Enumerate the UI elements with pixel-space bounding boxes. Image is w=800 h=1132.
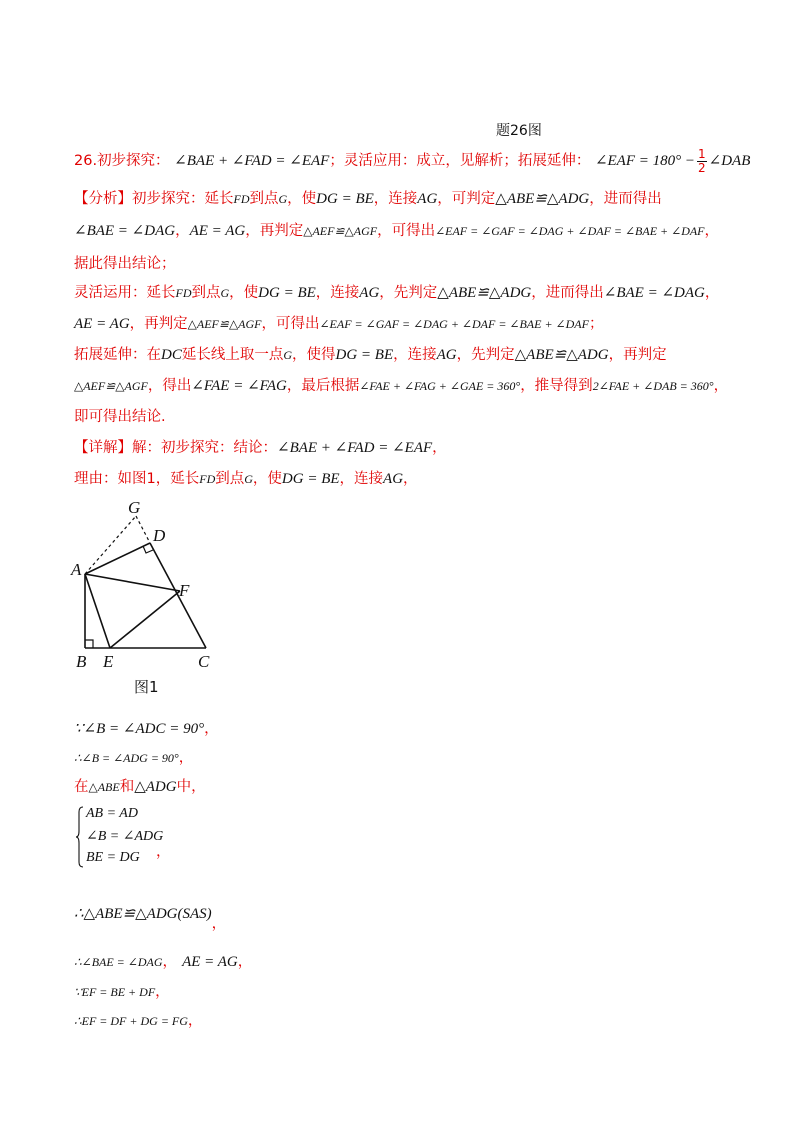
q26-extend-left: ∠EAF = 180° − — [594, 153, 695, 169]
math: AE = AG — [74, 316, 130, 332]
text: 初步探究：延长 — [132, 191, 234, 207]
math: △AEF≌△AGF — [187, 317, 262, 331]
math: AG — [383, 471, 404, 487]
proof-line-1 — [74, 717, 219, 739]
math: △AEF≌△AGF — [74, 379, 148, 393]
q26-explore-label: 初步探究： — [97, 153, 170, 169]
math: ∠BAE = ∠DAG — [74, 223, 176, 239]
text: ，先判定 — [379, 285, 438, 301]
math: DG = BE — [316, 191, 374, 207]
proof-line-2 — [74, 746, 193, 768]
figure-caption: 图1 — [134, 678, 159, 695]
label-f: F — [179, 581, 190, 600]
segment-af — [85, 574, 180, 591]
text: 灵活运用：延长 — [74, 285, 176, 301]
text: ， — [162, 954, 177, 970]
math: DG = BE — [258, 285, 316, 301]
text: ， — [178, 750, 194, 766]
math: ∠BAE + ∠FAD = ∠EAF — [277, 440, 433, 456]
math: △ABE≌△ADG — [495, 191, 590, 207]
math: ∠FAE = ∠FAG — [191, 378, 287, 394]
math: AG — [436, 347, 457, 363]
analysis-line-6 — [74, 344, 667, 366]
math: ∴∠BAE = ∠DAG — [74, 955, 163, 969]
text: ，再判定 — [129, 316, 188, 332]
math: ∴△ABE≌△ADG(SAS) — [74, 906, 212, 922]
analysis-line-3: 据此得出结论； — [74, 256, 176, 272]
text: 延长线上取一点 — [181, 347, 284, 363]
segment-ad — [85, 543, 150, 574]
math: DG = BE — [281, 471, 340, 487]
text: ，再判定 — [608, 347, 667, 363]
text: ， — [204, 721, 219, 737]
text: 到点 — [215, 471, 245, 487]
math: G — [283, 348, 293, 362]
label-g: G — [128, 498, 141, 517]
proof-line-4 — [74, 902, 227, 932]
label-e: E — [103, 652, 114, 671]
q26-number: 26. — [74, 153, 98, 169]
text: ，推导得到 — [520, 378, 593, 394]
math: G — [220, 286, 230, 300]
proof-line-3 — [74, 776, 206, 798]
text: ， — [211, 916, 227, 932]
math: ∴∠B = ∠ADG = 90° — [74, 751, 179, 765]
system-comma: ， — [156, 844, 171, 860]
math: 2∠FAE + ∠DAB = 360° — [592, 379, 714, 393]
text: ，再判定 — [245, 223, 304, 239]
analysis-line-4 — [74, 282, 719, 304]
math: ∵∠B = ∠ADC = 90° — [74, 721, 205, 737]
analysis-line-1 — [74, 188, 662, 210]
text: 到点 — [249, 191, 279, 207]
math: △ABE≌△ADG — [437, 285, 532, 301]
text: ， — [704, 285, 720, 301]
detail-line-1 — [74, 437, 447, 459]
text: ，使 — [252, 471, 282, 487]
math: ∠FAE + ∠FAG + ∠GAE = 360° — [359, 379, 521, 393]
analysis-line-8: 即可得出结论. — [74, 409, 166, 425]
system-eq-2: ∠B = ∠ADG — [86, 829, 164, 844]
math: DG = BE — [335, 347, 394, 363]
text: ，连接 — [373, 191, 418, 207]
math: AG — [417, 191, 438, 207]
math: AG — [359, 285, 380, 301]
text: ，连接 — [315, 285, 360, 301]
math: ∴EF = DF + DG = FG — [74, 1014, 188, 1028]
text: ； — [588, 316, 604, 332]
text: ，连接 — [339, 471, 384, 487]
label-c: C — [198, 652, 210, 671]
text: ，使 — [229, 285, 259, 301]
segment-ef — [110, 591, 180, 648]
proof-line-7 — [74, 1009, 202, 1031]
text: ，可得出 — [261, 316, 320, 332]
system-eq-3: BE = DG — [86, 850, 140, 865]
segment-dc — [150, 543, 206, 648]
math: ∠BAE = ∠DAG — [603, 285, 705, 301]
detail-line-2 — [74, 468, 418, 490]
math: △AEF≌△AGF — [303, 224, 378, 238]
text: ，最后根据 — [286, 378, 360, 394]
frac-num: 1 — [698, 146, 706, 161]
label-a: A — [71, 560, 82, 579]
system-eq-1: AB = AD — [86, 806, 138, 821]
text: ， — [175, 223, 190, 239]
geometry-figure — [60, 495, 230, 695]
q26-apply-label: 灵活应用：成立，见解析；拓展延伸： — [343, 153, 591, 169]
dashed-gd — [136, 516, 150, 543]
math: AE = AG — [189, 223, 246, 239]
right-angle-b — [85, 640, 93, 648]
analysis-line-5 — [74, 313, 603, 335]
label-b: B — [76, 652, 87, 671]
math: ∠EAF = ∠GAF = ∠DAG + ∠DAF = ∠BAE + ∠DAF — [319, 317, 589, 331]
dashed-ag — [85, 516, 136, 574]
text: ， — [704, 223, 720, 239]
math: ∠EAF = ∠GAF = ∠DAG + ∠DAF = ∠BAE + ∠DAF — [435, 224, 705, 238]
proof-line-6 — [74, 980, 170, 1002]
text: ， — [713, 378, 729, 394]
math: FD — [233, 192, 250, 206]
math: △ABE — [88, 780, 120, 794]
text: ，进而得出 — [589, 191, 662, 207]
text: 理由：如图1，延长 — [74, 471, 200, 487]
text: ， — [237, 954, 253, 970]
math: DC — [161, 347, 182, 363]
text: ，使得 — [292, 347, 336, 363]
text: 到点 — [191, 285, 221, 301]
math: FD — [175, 286, 192, 300]
text: ，进而得出 — [531, 285, 604, 301]
math: G — [278, 192, 288, 206]
text: 中， — [176, 779, 206, 795]
frac-den: 2 — [698, 160, 706, 175]
q26-fraction — [697, 148, 707, 175]
proof-line-5 — [74, 950, 252, 972]
q26-answer-line — [74, 146, 750, 176]
math: AE = AG — [182, 954, 238, 970]
analysis-line-2 — [74, 220, 719, 242]
text: ，可得出 — [377, 223, 436, 239]
text: 拓展延伸：在 — [74, 347, 161, 363]
text: ，可判定 — [437, 191, 496, 207]
q26-sep: ； — [329, 153, 344, 169]
label-d: D — [153, 526, 166, 545]
text: ， — [155, 984, 170, 1000]
text: 和 — [119, 779, 135, 795]
detail-tag: 【详解】 — [74, 440, 132, 456]
text: ，连接 — [393, 347, 437, 363]
system-brace — [76, 806, 84, 868]
text: ， — [187, 1013, 203, 1029]
figure-caption-top: 题26图 — [496, 123, 542, 139]
text: 解：初步探究：结论： — [132, 440, 277, 456]
q26-extend-right: ∠DAB — [708, 153, 751, 169]
analysis-tag: 【分析】 — [74, 191, 132, 207]
math: △ABE≌△ADG — [514, 347, 609, 363]
text: 在 — [74, 779, 89, 795]
segment-ae — [85, 574, 110, 648]
math: ∵EF = BE + DF — [74, 985, 156, 999]
text: ，使 — [287, 191, 317, 207]
text: ， — [432, 440, 447, 456]
text: ，得出 — [147, 378, 192, 394]
math: G — [244, 472, 253, 486]
text: ， — [403, 471, 418, 487]
q26-explore-result: ∠BAE + ∠FAD = ∠EAF — [174, 153, 330, 169]
math: △ADG — [134, 779, 177, 795]
math: FD — [199, 472, 216, 486]
text: ，先判定 — [456, 347, 515, 363]
analysis-line-7 — [74, 375, 728, 397]
